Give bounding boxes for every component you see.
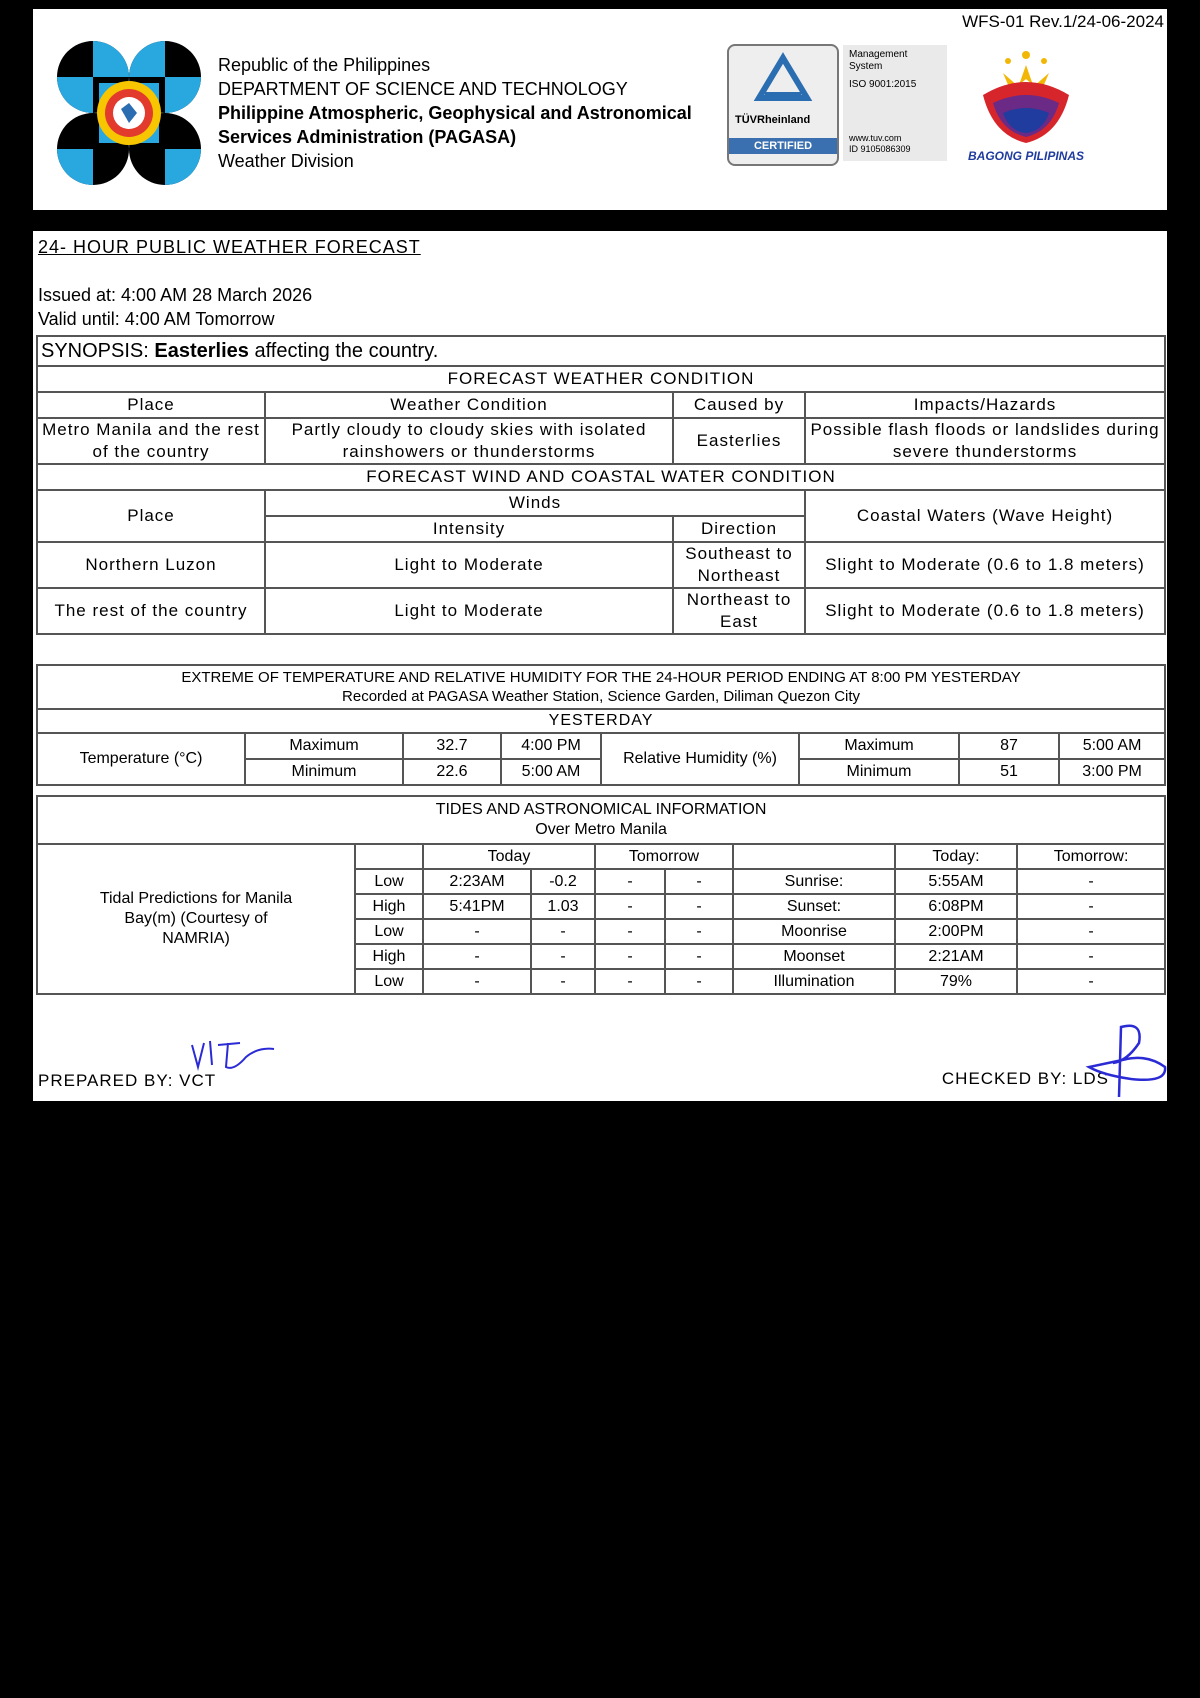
- wind-intensity: Light to Moderate: [265, 542, 673, 588]
- tide-today-time: 5:41PM: [423, 894, 531, 919]
- astro-header-blank: [733, 844, 895, 869]
- agency-line-pagasa: Philippine Atmospheric, Geophysical and Astronomical: [218, 103, 692, 123]
- forecast-panel: [33, 231, 1167, 1101]
- astro-today: 79%: [895, 969, 1017, 994]
- temp-min-time: 5:00 AM: [501, 759, 601, 785]
- wind-place: The rest of the country: [37, 588, 265, 634]
- rh-min-value: 51: [959, 759, 1059, 785]
- tide-tomorrow-time: -: [595, 944, 665, 969]
- mgmt-www: www.tuv.com: [849, 133, 902, 143]
- tide-tomorrow-height: -: [665, 944, 733, 969]
- temp-min-label: Minimum: [245, 759, 403, 785]
- tide-type: Low: [355, 919, 423, 944]
- wind-intensity: Light to Moderate: [265, 588, 673, 634]
- rh-label: Relative Humidity (%): [601, 733, 799, 785]
- astro-label: Sunset:: [733, 894, 895, 919]
- wind-row: [37, 542, 1165, 588]
- extremes-title-cell: [37, 665, 1165, 709]
- agency-line-republic: Republic of the Philippines: [218, 55, 431, 75]
- tide-tomorrow-height: -: [665, 894, 733, 919]
- tuv-name: TÜVRheinland: [735, 114, 811, 126]
- tide-type: High: [355, 894, 423, 919]
- astro-tomorrow: -: [1017, 969, 1165, 994]
- weather-header-impacts: Impacts/Hazards: [805, 392, 1165, 418]
- rh-min-label: Minimum: [799, 759, 959, 785]
- temp-max-label: Maximum: [245, 733, 403, 759]
- wind-row: [37, 588, 1165, 634]
- tide-today-height: -0.2: [531, 869, 595, 894]
- rh-max-value: 87: [959, 733, 1059, 759]
- checked-by: CHECKED BY: LDS: [941, 1069, 1109, 1088]
- temp-max-time: 4:00 PM: [501, 733, 601, 759]
- wind-direction: Southeast to Northeast: [673, 542, 805, 588]
- prepared-by: PREPARED BY: VCT: [38, 1071, 217, 1090]
- weather-row: [37, 418, 1165, 464]
- tide-today-height: -: [531, 919, 595, 944]
- extremes-title: EXTREME OF TEMPERATURE AND RELATIVE HUMIDITY FOR THE 24-HOUR PERIOD ENDING AT 8:00 PM YESTERDAY: [181, 669, 1021, 686]
- tides-table: [36, 795, 1166, 995]
- astro-tomorrow: -: [1017, 869, 1165, 894]
- weather-header-place: Place: [37, 392, 265, 418]
- synopsis: [37, 336, 1165, 366]
- wind-header-direction: Direction: [673, 516, 805, 542]
- tide-today-time: 2:23AM: [423, 869, 531, 894]
- astro-tomorrow: -: [1017, 894, 1165, 919]
- wind-place: Northern Luzon: [37, 542, 265, 588]
- forecast-title: 24- HOUR PUBLIC WEATHER FORECAST: [38, 237, 421, 257]
- tide-header-today: Today: [423, 844, 595, 869]
- wind-direction: Northeast to East: [673, 588, 805, 634]
- rh-max-label: Maximum: [799, 733, 959, 759]
- tide-tomorrow-time: -: [595, 919, 665, 944]
- pagasa-logo: [55, 39, 203, 187]
- tide-type: Low: [355, 969, 423, 994]
- weather-impacts: Possible flash floods or landslides during severe thunderstorms: [805, 418, 1165, 464]
- tides-title: TIDES AND ASTRONOMICAL INFORMATION: [435, 801, 767, 818]
- synopsis-text: affecting the country.: [254, 340, 439, 362]
- valid-until: Valid until: 4:00 AM Tomorrow: [38, 309, 275, 329]
- astro-label: Illumination: [733, 969, 895, 994]
- management-system-badge: [843, 45, 947, 161]
- astro-label: Moonset: [733, 944, 895, 969]
- tide-tomorrow-height: -: [665, 919, 733, 944]
- astro-today: 6:08PM: [895, 894, 1017, 919]
- weather-header-condition: Weather Condition: [265, 392, 673, 418]
- agency-block: [218, 53, 692, 173]
- mgmt-line1: Management: [849, 49, 908, 60]
- tide-today-height: -: [531, 944, 595, 969]
- mgmt-line2: System: [849, 61, 883, 72]
- tide-tomorrow-height: -: [665, 969, 733, 994]
- bagong-pilipinas-text: BAGONG PILIPINAS: [967, 149, 1084, 163]
- astro-tomorrow: -: [1017, 919, 1165, 944]
- wind-header-intensity: Intensity: [265, 516, 673, 542]
- tide-today-time: -: [423, 919, 531, 944]
- temperature-label: Temperature (°C): [37, 733, 245, 785]
- tidal-predictions-label: Tidal Predictions for Manila Bay(m) (Courtesy of NAMRIA): [37, 844, 355, 994]
- synopsis-label: SYNOPSIS:: [41, 340, 149, 362]
- astro-header-tomorrow: Tomorrow:: [1017, 844, 1165, 869]
- agency-line-services: Services Administration (PAGASA): [218, 127, 517, 147]
- wind-coastal: Slight to Moderate (0.6 to 1.8 meters): [805, 588, 1165, 634]
- synopsis-cause: Easterlies: [154, 340, 249, 362]
- astro-today: 2:21AM: [895, 944, 1017, 969]
- extremes-yesterday: YESTERDAY: [37, 709, 1165, 733]
- tide-type: High: [355, 944, 423, 969]
- weather-header-cause: Caused by: [673, 392, 805, 418]
- checked-signature: [1083, 1021, 1173, 1101]
- synopsis-row: [37, 336, 1165, 366]
- astro-header-today: Today:: [895, 844, 1017, 869]
- astro-label: Sunrise:: [733, 869, 895, 894]
- rh-min-time: 3:00 PM: [1059, 759, 1165, 785]
- astro-today: 2:00PM: [895, 919, 1017, 944]
- issuance-block: [38, 283, 312, 331]
- extremes-subtitle: Recorded at PAGASA Weather Station, Science Garden, Diliman Quezon City: [342, 688, 861, 705]
- bagong-pilipinas-logo: [963, 39, 1089, 149]
- rh-max-time: 5:00 AM: [1059, 733, 1165, 759]
- wind-section-title: FORECAST WIND AND COASTAL WATER CONDITION: [37, 464, 1165, 490]
- tuv-certified-label: CERTIFIED: [729, 138, 837, 154]
- tide-today-height: -: [531, 969, 595, 994]
- tide-header-blank: [355, 844, 423, 869]
- wind-header-winds: Winds: [265, 490, 805, 516]
- tides-title-cell: [37, 796, 1165, 844]
- weather-section-title: FORECAST WEATHER CONDITION: [37, 366, 1165, 392]
- agency-line-division: Weather Division: [218, 151, 354, 171]
- wind-coastal: Slight to Moderate (0.6 to 1.8 meters): [805, 542, 1165, 588]
- mgmt-iso: ISO 9001:2015: [849, 79, 917, 90]
- temp-max-value: 32.7: [403, 733, 501, 759]
- wind-header-coastal: Coastal Waters (Wave Height): [805, 490, 1165, 542]
- tuv-certification-badge: [727, 44, 839, 166]
- tide-header-tomorrow: Tomorrow: [595, 844, 733, 869]
- weather-condition: Partly cloudy to cloudy skies with isolated rainshowers or thunderstorms: [265, 418, 673, 464]
- wind-header-place: Place: [37, 490, 265, 542]
- temp-min-value: 22.6: [403, 759, 501, 785]
- tuv-triangle-icon: [729, 46, 837, 116]
- forecast-table: [36, 335, 1166, 635]
- tide-today-time: -: [423, 944, 531, 969]
- document-header: [33, 9, 1167, 210]
- agency-line-dost: DEPARTMENT OF SCIENCE AND TECHNOLOGY: [218, 79, 628, 99]
- issued-at: Issued at: 4:00 AM 28 March 2026: [38, 285, 313, 305]
- document-reference: WFS-01 Rev.1/24-06-2024: [962, 12, 1164, 31]
- weather-place: Metro Manila and the rest of the country: [37, 418, 265, 464]
- tide-tomorrow-height: -: [665, 869, 733, 894]
- weather-cause: Easterlies: [673, 418, 805, 464]
- tide-tomorrow-time: -: [595, 894, 665, 919]
- tide-type: Low: [355, 869, 423, 894]
- tide-tomorrow-time: -: [595, 969, 665, 994]
- astro-tomorrow: -: [1017, 944, 1165, 969]
- tide-tomorrow-time: -: [595, 869, 665, 894]
- astro-today: 5:55AM: [895, 869, 1017, 894]
- tides-subtitle: Over Metro Manila: [535, 821, 667, 838]
- astro-label: Moonrise: [733, 919, 895, 944]
- tide-today-height: 1.03: [531, 894, 595, 919]
- mgmt-id: ID 9105086309: [849, 144, 911, 154]
- extremes-table: [36, 664, 1166, 786]
- tide-today-time: -: [423, 969, 531, 994]
